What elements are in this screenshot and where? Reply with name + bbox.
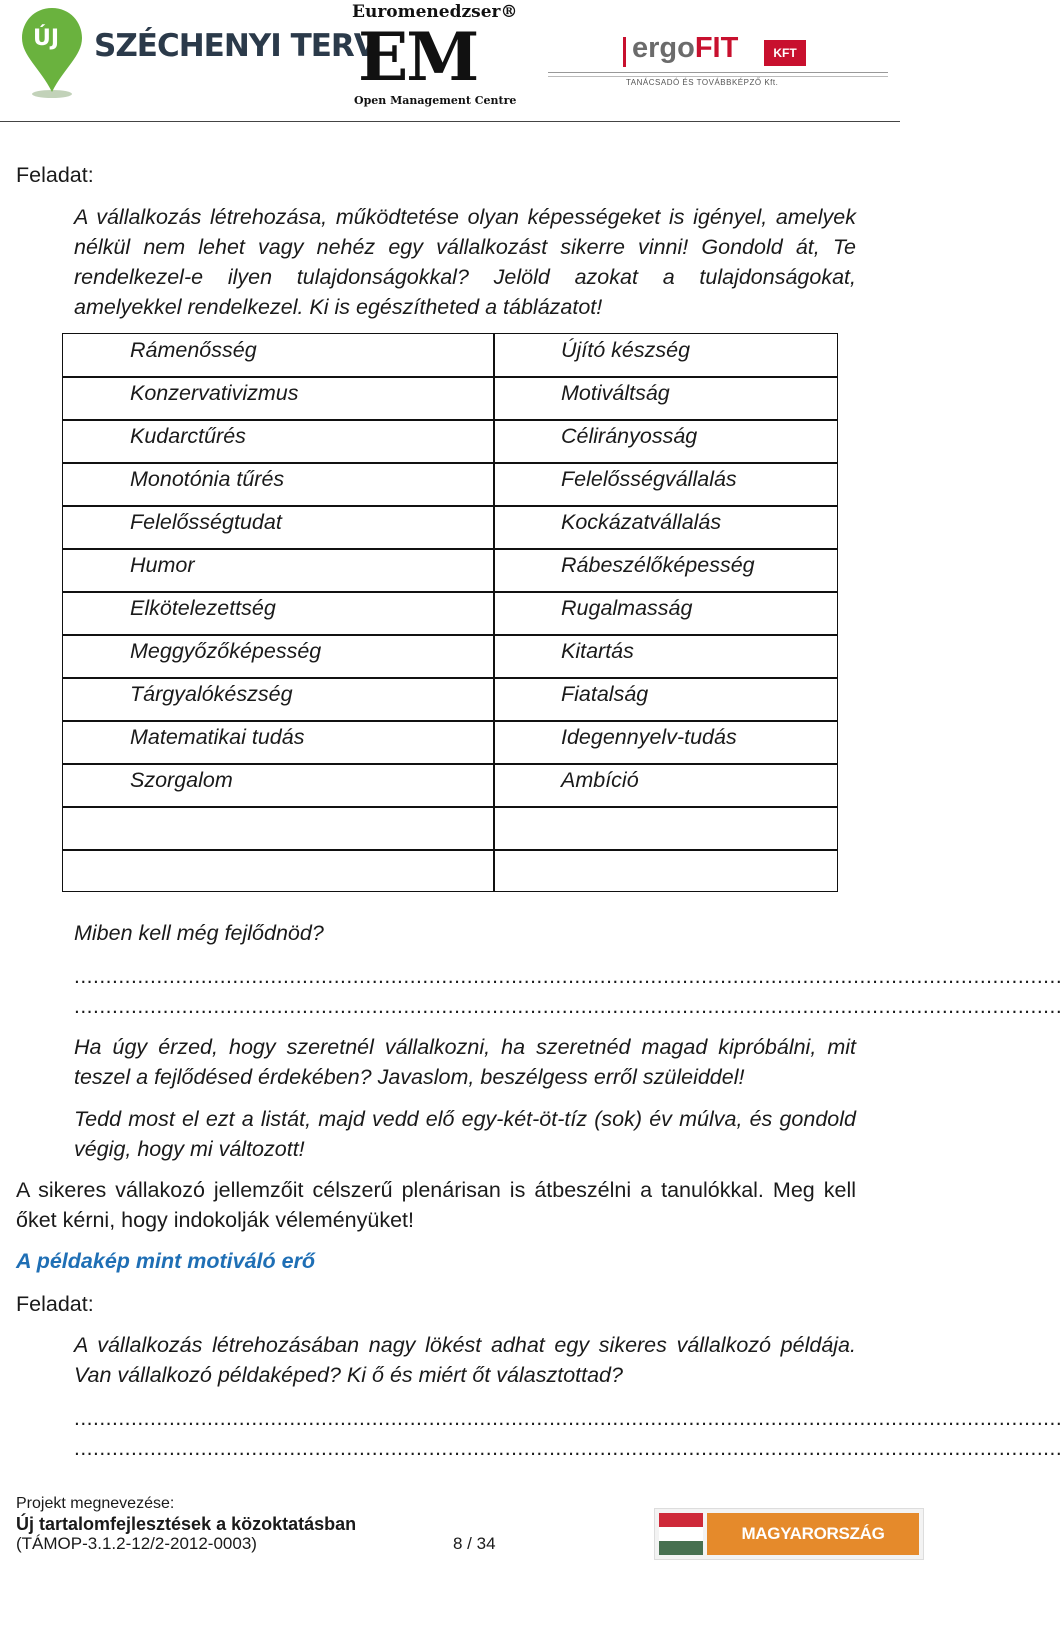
ergofit-logo: [548, 20, 888, 100]
table-cell: Matematikai tudás: [130, 725, 305, 749]
task-label: Feladat:: [16, 1292, 94, 1316]
magyarorszag-megujul-logo: [654, 1508, 924, 1585]
ergofit-red-bar: [623, 37, 626, 67]
table-row-divider: [63, 806, 837, 808]
header-divider: [0, 121, 900, 122]
uj-szechenyi-terv-logo: [20, 6, 377, 102]
answer-line[interactable]: ............................................................................................................................................................: [74, 995, 1062, 1018]
table-cell: Szorgalom: [130, 768, 233, 792]
reflection-paragraph: Tedd most el ezt a listát, majd vedd elő egy-két-öt-tíz (sok) év múlva, és gondold végig, hogy mi változott!: [74, 1107, 856, 1161]
table-cell: Rugalmasság: [561, 596, 693, 620]
project-code: (TÁMOP-3.1.2-12/2-2012-0003): [16, 1534, 257, 1553]
task-intro-paragraph: A vállalkozás létrehozása, működtetése olyan képességeket is igényel, amelyek nélkül nem lehet vagy nehéz egy vállalkozást sikerre vinni! Gondold át, Te rendelkezel-e ilyen tulajdonságokkal? Jelöld azokat a tulajdonságokat, amelyekkel rendelkezel. Ki is egészítheted a táblázatot!: [74, 205, 856, 319]
project-name: Új tartalomfejlesztések a közoktatásban: [16, 1514, 357, 1534]
fit-word: FIT: [694, 32, 739, 64]
table-cell: Motiváltság: [561, 381, 670, 405]
ergo-word: ergo: [632, 32, 695, 64]
ergofit-divider: [548, 72, 888, 73]
task-label: Feladat:: [16, 163, 94, 187]
map-pin-icon: [20, 6, 84, 100]
open-management-centre-text: Open Management Centre: [354, 94, 517, 107]
project-label: Projekt megnevezése:: [16, 1495, 175, 1512]
em-mark: EM: [358, 18, 478, 96]
answer-line[interactable]: ............................................................................................................................................................: [74, 1407, 1062, 1430]
development-question: Miben kell még fejlődnöd?: [74, 921, 324, 945]
section-heading: A példakép mint motiváló erő: [16, 1249, 316, 1273]
magyarorszag-megujul-text: MAGYARORSZÁG MEGÚJUL: [707, 1513, 919, 1555]
table-cell: Rábeszélőképesség: [561, 553, 755, 577]
table-cell: Idegennyelv-tudás: [561, 725, 737, 749]
teacher-note-paragraph: A sikeres vállakozó jellemzőit célszerű plenárisan is átbeszélni a tanulókkal. Meg kell őket kérni, hogy indokolják véleményüket!: [16, 1178, 856, 1232]
table-cell: Felelősségtudat: [130, 510, 282, 534]
page-header: [0, 0, 960, 122]
answer-line[interactable]: ............................................................................................................................................................: [74, 1437, 1062, 1460]
szechenyi-terv-text: SZÉCHENYI TERV: [94, 28, 377, 64]
table-cell: Kitartás: [561, 639, 634, 663]
table-cell: Felelősségvállalás: [561, 467, 737, 491]
table-cell: Elkötelezettség: [130, 596, 276, 620]
table-cell: Konzervativizmus: [130, 381, 299, 405]
traits-table: [62, 333, 838, 892]
euromenedzser-text: Euromenedzser®: [352, 2, 518, 22]
page-number: 8 / 34: [453, 1534, 496, 1553]
table-cell: Rámenősség: [130, 338, 257, 362]
table-cell: Kockázatvállalás: [561, 510, 722, 534]
table-cell: Monotónia tűrés: [130, 467, 285, 491]
table-cell: Újító készség: [561, 338, 691, 362]
ergofit-divider: [548, 76, 888, 77]
table-row-divider: [63, 849, 837, 851]
table-cell: Humor: [130, 553, 195, 577]
hungarian-flag-icon: [659, 1513, 703, 1555]
table-cell: Tárgyalókészség: [130, 682, 293, 706]
ergofit-tagline: TANÁCSADÓ ÉS TOVÁBBKÉPZŐ Kft.: [626, 78, 779, 87]
table-cell: Ambíció: [561, 768, 639, 792]
table-cell: Meggyőzőképesség: [130, 639, 322, 663]
ergofit-wordmark: [632, 32, 738, 65]
kft-badge: KFT: [764, 40, 806, 66]
table-cell: Kudarctűrés: [130, 424, 246, 448]
euromenedzser-logo: [352, 2, 528, 108]
development-paragraph: Ha úgy érzed, hogy szeretnél vállalkozni, ha szeretnéd magad kipróbálni, mit teszel a fejlődésed érdekében? Javaslom, beszélgess erről szüleiddel!: [74, 1035, 856, 1089]
table-cell: Célirányosság: [561, 424, 698, 448]
uj-logo-text: ÚJ: [33, 26, 60, 51]
answer-line[interactable]: ............................................................................................................................................................: [74, 965, 1062, 988]
role-model-task-paragraph: A vállalkozás létrehozásában nagy lökést adhat egy sikeres vállalkozó példája. Van vállalkozó példaképed? Ki ő és miért őt választottad?: [74, 1333, 856, 1387]
table-cell: Fiatalság: [561, 682, 649, 706]
